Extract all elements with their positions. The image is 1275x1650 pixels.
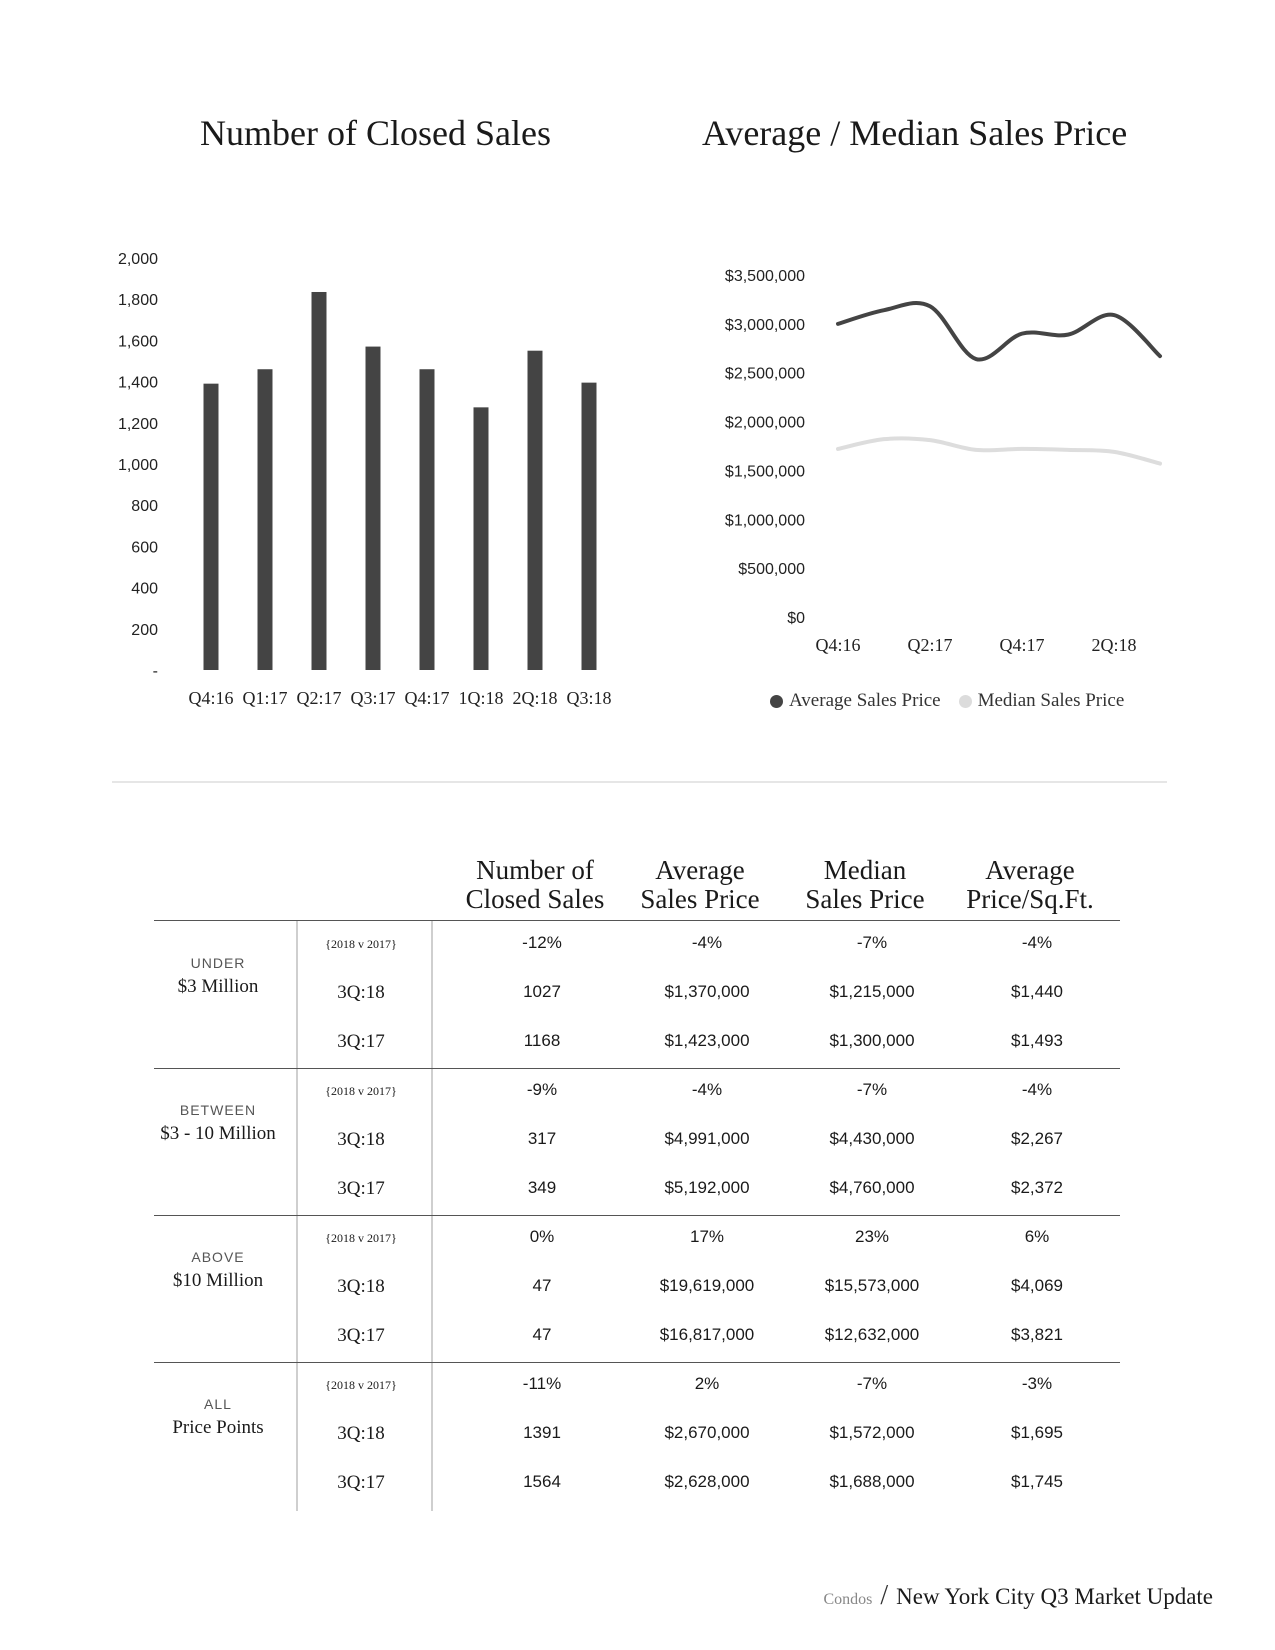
table-cell: $15,573,000 [824, 1276, 920, 1295]
header-average-price-line1: Average [655, 855, 745, 885]
period-label: 3Q:17 [337, 1472, 385, 1493]
average-sales-price-line [838, 303, 1160, 360]
legend-label-average: Average Sales Price [789, 690, 941, 711]
table-cell: 349 [527, 1178, 557, 1197]
line-x-tick-label: Q4:17 [999, 635, 1045, 655]
header-price-per-sqft-line1: Average [985, 855, 1075, 885]
header-price-per-sqft [945, 856, 1115, 914]
footer-title: New York City Q3 Market Update [896, 1584, 1213, 1609]
table-cell: $1,300,000 [829, 1031, 915, 1050]
legend-item-average [770, 690, 941, 712]
line-y-tick-label: $1,500,000 [724, 463, 805, 481]
bar-x-tick-label: 2Q:18 [512, 688, 558, 708]
bar-x-tick-label: 1Q:18 [458, 688, 504, 708]
header-closed-sales-line2: Closed Sales [465, 884, 605, 914]
table-cell: 17% [689, 1227, 725, 1246]
bar-y-tick-label: 1,000 [117, 457, 158, 474]
footer-category: Condos [823, 1591, 873, 1608]
table-cell: $4,069 [1011, 1276, 1063, 1295]
bar-x-tick-label: Q4:16 [188, 688, 234, 708]
header-average-price [615, 856, 785, 914]
period-label: 3Q:18 [337, 1423, 385, 1444]
bar-x-tick-label: Q3:17 [350, 688, 396, 708]
header-closed-sales [450, 856, 620, 914]
table-cell: -4% [691, 933, 723, 952]
bar-y-tick-label: 1,600 [117, 333, 158, 351]
line-y-tick-label: $3,500,000 [724, 268, 805, 285]
line-y-tick-label: $2,500,000 [724, 365, 805, 383]
table-cell: -4% [691, 1080, 723, 1099]
header-average-price-line2: Sales Price [640, 884, 760, 914]
table-cell: 2% [694, 1374, 720, 1393]
segment-label: $3 - 10 Million [160, 1123, 276, 1144]
table-cell: 1168 [523, 1031, 561, 1050]
legend-dot-average-icon [770, 695, 783, 708]
table-cell: 0% [529, 1227, 555, 1246]
table-cell: 1564 [523, 1472, 561, 1491]
line-y-tick-label: $500,000 [738, 561, 805, 579]
segment-label-small: ALL [204, 1396, 232, 1412]
table-cell: -3% [1021, 1374, 1053, 1393]
bar-y-tick-label: 2,000 [117, 251, 158, 268]
table-vertical-rule-right [431, 921, 433, 1511]
period-label: 3Q:18 [337, 1276, 385, 1297]
line-chart-title: Average / Median Sales Price [702, 113, 1128, 153]
page-footer [823, 1580, 1213, 1612]
table-section-rule [154, 1362, 1120, 1363]
table-cell: -12% [522, 933, 562, 952]
header-median-price [780, 856, 950, 914]
bar-Q4:17 [420, 369, 435, 670]
median-sales-price-line [838, 438, 1160, 463]
table-cell: -11% [522, 1374, 562, 1393]
bar-y-tick-label: 1,400 [117, 374, 158, 392]
table-section-rule [154, 1215, 1120, 1216]
table-cell: $2,670,000 [664, 1423, 750, 1442]
bar-y-tick-label: 400 [131, 580, 158, 598]
table-cell: $2,267 [1011, 1129, 1063, 1148]
table-cell: $1,440 [1011, 982, 1063, 1001]
comparison-label: {2018 v 2017} [325, 1378, 397, 1392]
table-cell: $4,430,000 [829, 1129, 915, 1148]
bar-1Q:18 [474, 407, 489, 670]
header-closed-sales-line1: Number of [476, 855, 594, 885]
bar-x-tick-label: Q2:17 [296, 688, 342, 708]
bar-x-tick-label: Q1:17 [242, 688, 288, 708]
line-y-tick-label: $0 [787, 610, 805, 627]
comparison-label: {2018 v 2017} [325, 937, 397, 951]
bar-Q3:17 [366, 347, 381, 670]
table-cell: 23% [854, 1227, 890, 1246]
bar-Q1:17 [258, 369, 273, 670]
line-x-tick-label: Q4:16 [815, 635, 861, 655]
line-y-tick-label: $2,000,000 [724, 414, 805, 432]
bar-y-tick-label: 1,200 [117, 415, 158, 433]
bar-x-tick-label: Q4:17 [404, 688, 450, 708]
bar-y-tick-label: 1,800 [117, 292, 158, 310]
table-cell: -7% [856, 933, 888, 952]
table-cell: $12,632,000 [824, 1325, 920, 1344]
table-cell: 47 [532, 1325, 552, 1344]
table-cell: $4,760,000 [829, 1178, 915, 1197]
line-chart-legend [770, 690, 1142, 712]
table-vertical-rule-left [296, 921, 298, 1511]
period-label: 3Q:17 [337, 1178, 385, 1199]
period-label: 3Q:17 [337, 1325, 385, 1346]
table-cell: $2,372 [1011, 1178, 1063, 1197]
table-cell: $16,817,000 [659, 1325, 755, 1344]
header-median-price-line1: Median [823, 855, 907, 885]
period-label: 3Q:17 [337, 1031, 385, 1052]
bar-y-tick-label: - [152, 663, 158, 680]
comparison-label: {2018 v 2017} [325, 1084, 397, 1098]
table-cell: $5,192,000 [664, 1178, 750, 1197]
table-cell: 1391 [523, 1423, 561, 1442]
table-cell: $19,619,000 [659, 1276, 755, 1295]
sales-price-line-chart [690, 250, 1170, 670]
legend-item-median [959, 690, 1125, 712]
table-cell: $4,991,000 [664, 1129, 750, 1148]
table-cell: $1,493 [1011, 1031, 1063, 1050]
bar-x-tick-label: Q3:18 [566, 688, 612, 708]
bar-chart-title: Number of Closed Sales [200, 113, 551, 153]
section-divider [112, 781, 1167, 783]
table-section-rule [154, 1068, 1120, 1069]
segment-label-small: UNDER [190, 955, 246, 971]
line-x-tick-label: 2Q:18 [1091, 635, 1137, 655]
header-median-price-line2: Sales Price [805, 884, 925, 914]
table-cell: $1,423,000 [664, 1031, 750, 1050]
bar-Q3:18 [582, 383, 597, 670]
table-cell: 47 [532, 1276, 552, 1295]
period-label: 3Q:18 [337, 982, 385, 1003]
segment-label-small: ABOVE [191, 1249, 245, 1265]
table-cell: 1027 [523, 982, 561, 1001]
legend-label-median: Median Sales Price [977, 690, 1125, 711]
header-price-per-sqft-line2: Price/Sq.Ft. [966, 884, 1094, 914]
table-cell: $1,745 [1011, 1472, 1063, 1491]
segment-label-small: BETWEEN [179, 1102, 257, 1118]
table-cell: 317 [527, 1129, 557, 1148]
table-cell: -4% [1021, 933, 1053, 952]
table-cell: -7% [856, 1374, 888, 1393]
bar-Q2:17 [312, 292, 327, 670]
table-header-rule [154, 920, 1120, 921]
line-y-tick-label: $3,000,000 [724, 316, 805, 334]
bar-y-tick-label: 200 [131, 621, 158, 639]
table-cell: $1,215,000 [829, 982, 915, 1001]
legend-dot-median-icon [959, 695, 972, 708]
table-cell: $2,628,000 [664, 1472, 750, 1491]
table-cell: -4% [1021, 1080, 1053, 1099]
bar-2Q:18 [528, 351, 543, 670]
bar-y-tick-label: 800 [131, 498, 158, 516]
table-cell: $1,695 [1011, 1423, 1063, 1442]
period-label: 3Q:18 [337, 1129, 385, 1150]
footer-separator: / [880, 1580, 889, 1611]
comparison-label: {2018 v 2017} [325, 1231, 397, 1245]
segment-label: $10 Million [172, 1270, 264, 1291]
line-x-tick-label: Q2:17 [907, 635, 953, 655]
table-cell: $3,821 [1011, 1325, 1063, 1344]
table-cell: -9% [526, 1080, 558, 1099]
line-y-tick-label: $1,000,000 [724, 512, 805, 530]
table-cell: $1,370,000 [664, 982, 750, 1001]
closed-sales-bar-chart [100, 240, 620, 710]
segment-label: $3 Million [177, 976, 259, 997]
segment-label: Price Points [172, 1417, 264, 1438]
table-cell: -7% [856, 1080, 888, 1099]
table-cell: 6% [1024, 1227, 1050, 1246]
bar-Q4:16 [204, 384, 219, 670]
table-cell: $1,572,000 [829, 1423, 915, 1442]
table-cell: $1,688,000 [829, 1472, 915, 1491]
bar-y-tick-label: 600 [131, 539, 158, 557]
